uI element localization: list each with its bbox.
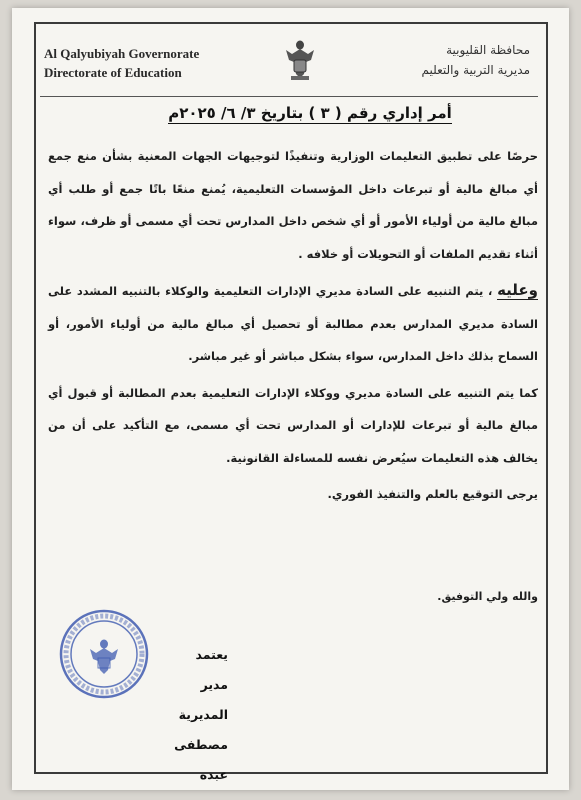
order-date: ٣/ ٦/ ٢٠٢٥م [168, 104, 256, 122]
signatory-title: مدير المديرية [178, 677, 228, 722]
paragraph-1: حرصًا على تطبيق التعليمات الوزارية وتنفيذًا لتوجيهات الجهات المعنية بشأن منع جمع أي مبالغ مالية أو تبرعات داخل المؤسسات التعليمية، يُمنع منعًا باتًا جمع أو طلب أي مبالغ مالية من أولياء الأمور أو أي شخص داخل المدارس تحت أي مسمى أو ظرف، سواء أثناء تقديم الملفات أو التحويلات أو خلافه . [48, 149, 538, 261]
paragraph-2-text: ، يتم التنبيه على السادة مديري الإدارات التعليمية والوكلاء بالتنبيه المشدد على السادة مديري المدارس بعدم مطالبة أو تحصيل أي مبالغ مالية من أولياء الأمور، أو السماح بذلك داخل المدارس، سواء بشكل مباشر أو غير مباشر. [48, 284, 538, 363]
header-english [44, 44, 199, 82]
directorate-en: Directorate of Education [44, 65, 182, 80]
paragraph-3: كما يتم التنبيه على السادة مديري ووكلاء الإدارات التعليمية بعدم المطالبة أو قبول أي مبالغ مالية أو تبرعات للإدارات أو المدارس تحت أي مسمى، مع التأكيد على أن من يخالف هذه التعليمات سيُعرض نفسه للمساءلة القانونية. [48, 385, 538, 465]
paragraph-2 [48, 274, 538, 373]
header-divider [40, 96, 538, 97]
document-title [90, 104, 530, 122]
header-arabic [360, 40, 530, 80]
directorate-ar: مديرية التربية والتعليم [421, 63, 530, 77]
document-body [48, 140, 538, 511]
official-seal-stamp [58, 608, 150, 704]
signature-block [160, 640, 228, 790]
governorate-ar: محافظة القليوبية [446, 43, 530, 57]
governorate-en: Al Qalyubiyah Governorate [44, 46, 200, 61]
paragraph-4: يرجى التوقيع بالعلم والتنفيذ الفوري. [327, 487, 538, 501]
order-number-title: أمر إداري رقم ( ٣ ) بتاريخ [255, 104, 452, 122]
approval-label: يعتمد [195, 647, 228, 662]
closing-line: والله ولي التوفيق. [437, 590, 538, 603]
signatory-name: مصطفى عبده [174, 737, 228, 782]
eagle-emblem-icon [283, 36, 317, 86]
paragraph-2-lead: وعليه [497, 281, 538, 299]
